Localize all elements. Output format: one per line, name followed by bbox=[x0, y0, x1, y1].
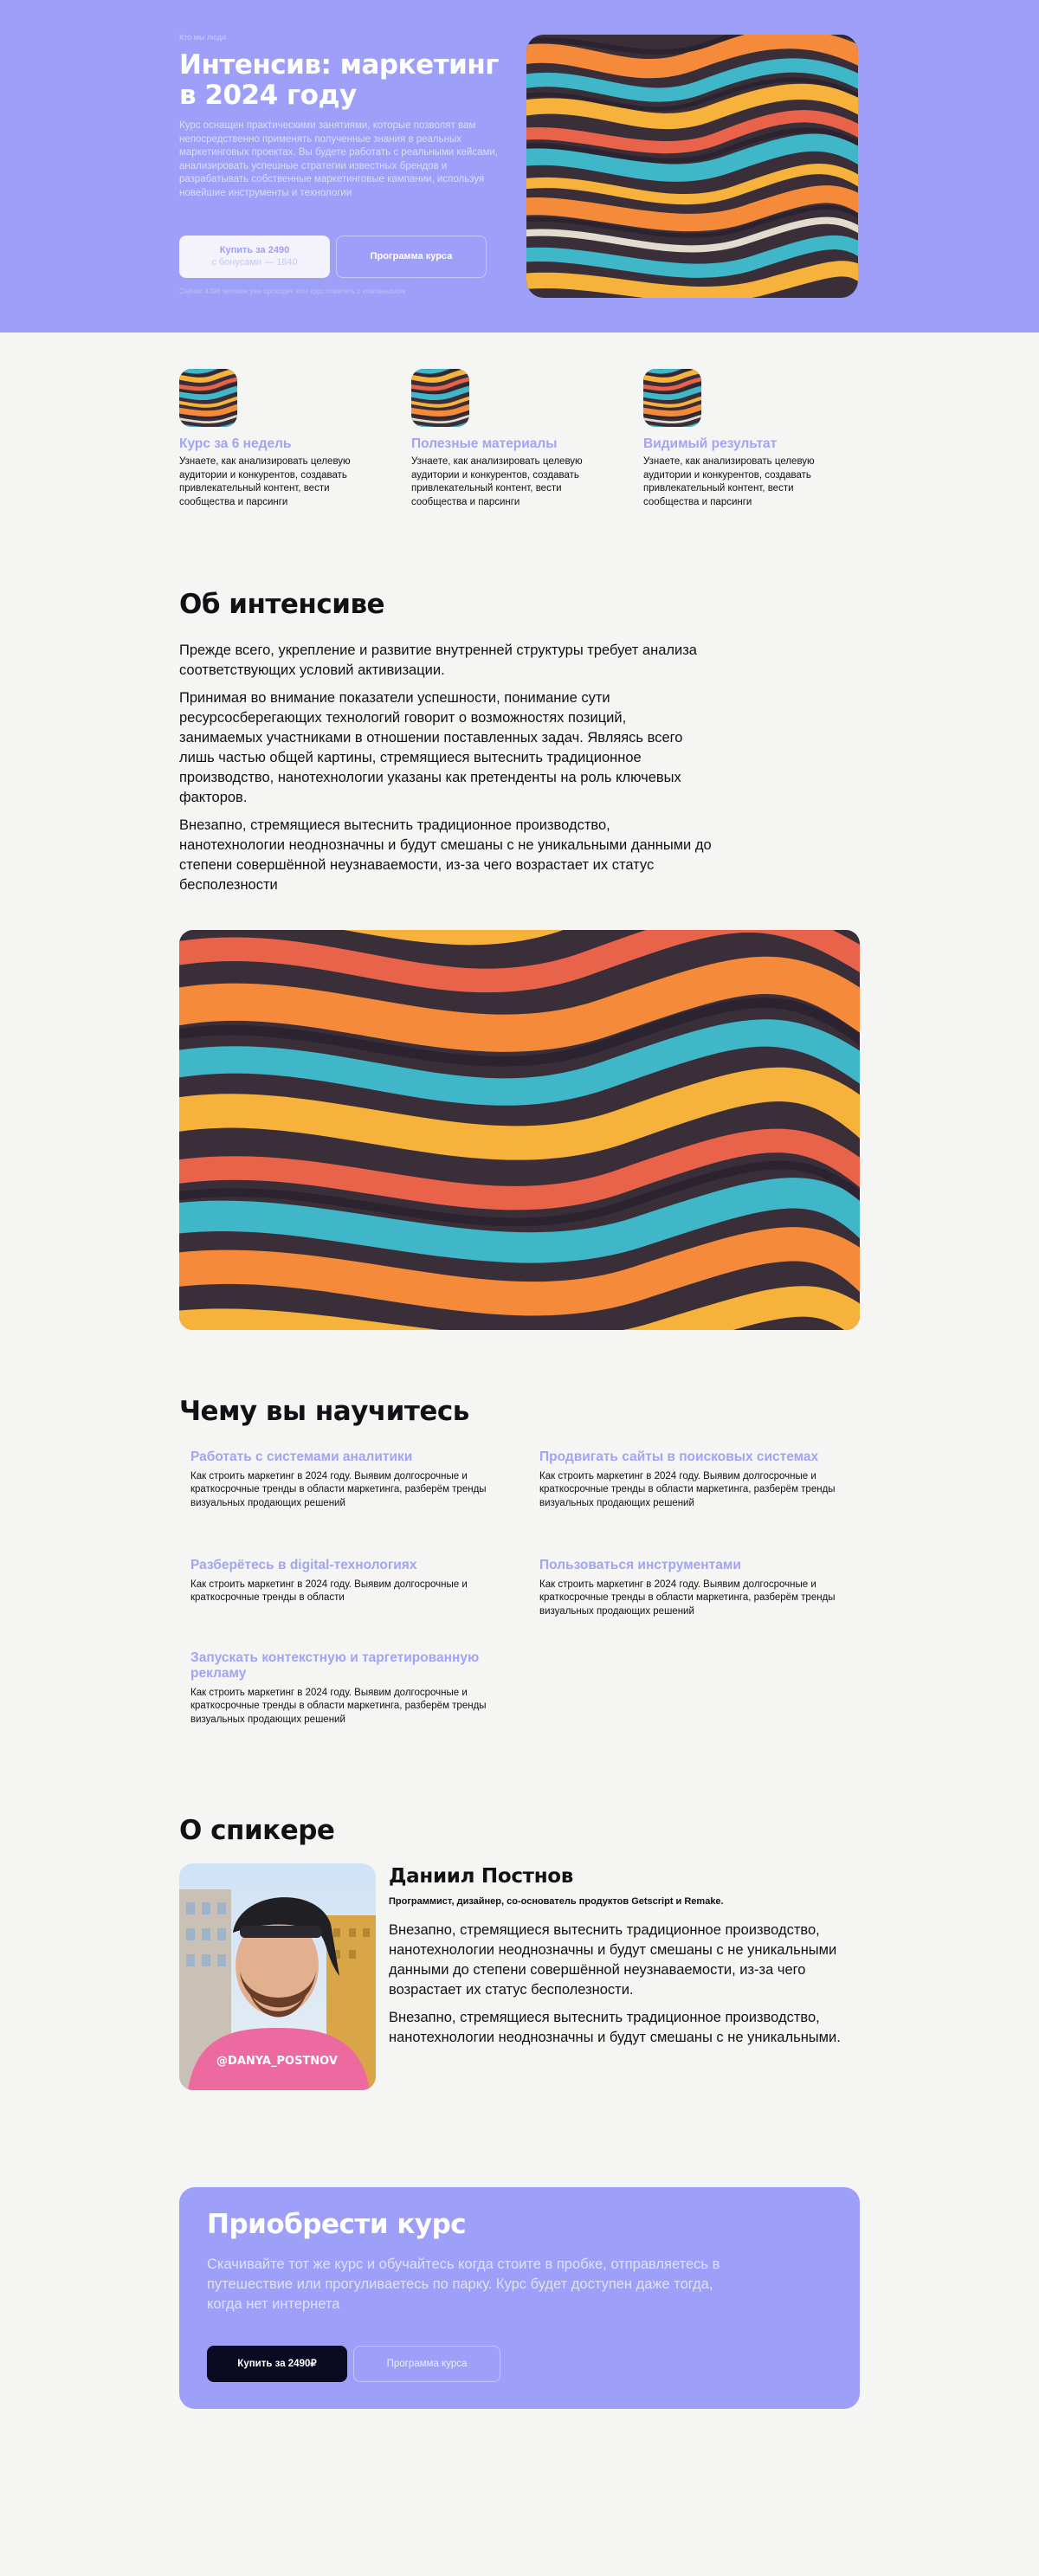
speaker-name: Даниил Постнов bbox=[389, 1865, 574, 1888]
about-paragraph: Прежде всего, укрепление и развитие внутренней структуры требует анализа соответствующих условий активизации. bbox=[179, 642, 697, 678]
skill-item bbox=[190, 1650, 498, 1727]
speaker-bio-paragraph: Внезапно, стремящиеся вытеснить традиционное производство, нанотехнологии неоднозначны и будут смешаны с не уникальными. bbox=[389, 2010, 841, 2045]
buy-description: Скачивайте тот же курс и обучайтесь когда стоите в пробке, отправляетесь в путешествие или прогуливаетесь по парку. Курс будет доступен даже тогда, когда нет интернета bbox=[207, 2256, 720, 2312]
skill-title: Работать с системами аналитики bbox=[190, 1449, 413, 1464]
program-button[interactable]: Программа курса bbox=[353, 2346, 500, 2382]
skill-title: Продвигать сайты в поисковых системах bbox=[539, 1449, 819, 1464]
abstract-banner-image bbox=[179, 930, 860, 1330]
skill-item bbox=[190, 1558, 498, 1605]
skill-title: Запускать контекстную и таргетированную рекламу bbox=[190, 1650, 480, 1681]
hero-abstract-image bbox=[526, 35, 858, 298]
about-section bbox=[179, 532, 860, 930]
hero-buy-button[interactable] bbox=[179, 236, 330, 278]
feature-description: Узнаете, как анализировать целевую аудитории и конкурентов, создавать привлекательный контент, вести сообщества и парсинги bbox=[411, 456, 583, 507]
hero-program-button[interactable]: Программа курса bbox=[336, 236, 487, 278]
skill-description: Как строить маркетинг в 2024 году. Выявим долгосрочные и краткосрочные тренды в области маркетинга, разберём тренды визуальных продающих решений bbox=[190, 1688, 487, 1725]
feature-item bbox=[643, 369, 851, 509]
speaker-bio-paragraph: Внезапно, стремящиеся вытеснить традиционное производство, нанотехнологии неоднозначны и будут смешаны с не уникальными данными до степени совершённой неузнаваемости, из-за чего возрастает их статус бесполезности. bbox=[389, 1922, 837, 1998]
features-section bbox=[179, 332, 860, 532]
feature-item bbox=[411, 369, 619, 509]
hero-description: Курс оснащен практическими занятиями, которые позволят вам непосредственно применять полученные знания в реальных маркетинговых проектах. Вы будете работать с реальными кейсами, анализировать успешные стратегии известных брендов и разрабатывать собственные маркетинговые кампании, используя новейшие инструменты и технологии bbox=[179, 120, 498, 198]
skill-description: Как строить маркетинг в 2024 году. Выявим долгосрочные и краткосрочные тренды в области bbox=[190, 1579, 468, 1604]
skill-item bbox=[190, 1449, 498, 1510]
feature-thumbnail bbox=[643, 369, 701, 427]
hero-section bbox=[0, 0, 1039, 332]
hero-title: Интенсив: маркетинг в 2024 году bbox=[179, 49, 499, 111]
feature-title: Полезные материалы bbox=[411, 436, 558, 451]
feature-thumbnail bbox=[411, 369, 469, 427]
buy-button[interactable]: Купить за 2490₽ bbox=[207, 2346, 347, 2382]
feature-title: Курс за 6 недель bbox=[179, 436, 292, 451]
hero-buy-label: Купить за 2490 bbox=[219, 245, 290, 255]
about-paragraph: Внезапно, стремящиеся вытеснить традиционное производство, нанотехнологии неоднозначны и будут смешаны с не уникальными данными до степени совершённой неузнаваемости, из-за чего возрастает их статус бесполезности bbox=[179, 817, 712, 893]
speaker-photo bbox=[179, 1863, 376, 2090]
buy-title: Приобрести курс bbox=[207, 2209, 467, 2240]
speaker-shirt-text: @DANYA_POSTNOV bbox=[216, 2055, 338, 2068]
feature-title: Видимый результат bbox=[643, 436, 778, 451]
skill-description: Как строить маркетинг в 2024 году. Выявим долгосрочные и краткосрочные тренды в области маркетинга, разберём тренды визуальных продающих решений bbox=[539, 1471, 836, 1508]
speaker-bio bbox=[389, 1921, 867, 2056]
learn-title: Чему вы научитесь bbox=[179, 1396, 469, 1427]
feature-thumbnail bbox=[179, 369, 237, 427]
hero-kicker: Кто мы люди bbox=[179, 33, 227, 42]
speaker-role: Программист, дизайнер, со-основатель продуктов Getscript и Remake. bbox=[389, 1896, 724, 1907]
hero-buy-sublabel: с бонусами — 1840 bbox=[211, 257, 298, 268]
skill-title: Пользоваться инструментами bbox=[539, 1558, 741, 1572]
buy-section bbox=[179, 2187, 860, 2409]
feature-item bbox=[179, 369, 387, 509]
about-title: Об интенсиве bbox=[179, 589, 385, 620]
skill-description: Как строить маркетинг в 2024 году. Выявим долгосрочные и краткосрочные тренды в области маркетинга, разберём тренды визуальных продающих решений bbox=[539, 1579, 836, 1617]
skill-item bbox=[539, 1449, 847, 1510]
skill-item bbox=[539, 1558, 847, 1618]
speaker-section-title: О спикере bbox=[179, 1815, 335, 1846]
feature-description: Узнаете, как анализировать целевую аудитории и конкурентов, создавать привлекательный контент, вести сообщества и парсинги bbox=[179, 456, 351, 507]
learn-section bbox=[179, 1330, 860, 1815]
skill-title: Разберётесь в digital-технологиях bbox=[190, 1558, 417, 1572]
about-paragraph: Принимая во внимание показатели успешности, понимание сути ресурсосберегающих технологий говорит о возможностях позиций, занимаемых участниками в отношении поставленных задач. Являясь всего лишь частью общей картины, стремящиеся вытеснить традиционное производство, нанотехнологии указаны как претенденты на роль ключевых факторов. bbox=[179, 690, 683, 805]
feature-description: Узнаете, как анализировать целевую аудитории и конкурентов, создавать привлекательный контент, вести сообщества и парсинги bbox=[643, 456, 815, 507]
speaker-section bbox=[179, 1815, 860, 2187]
skill-description: Как строить маркетинг в 2024 году. Выявим долгосрочные и краткосрочные тренды в области маркетинга, разберём тренды визуальных продающих решений bbox=[190, 1471, 487, 1508]
hero-note: Сейчас 4398 человек уже проходят этот курс отметить с компаньоном bbox=[179, 287, 406, 295]
about-text bbox=[179, 641, 712, 903]
